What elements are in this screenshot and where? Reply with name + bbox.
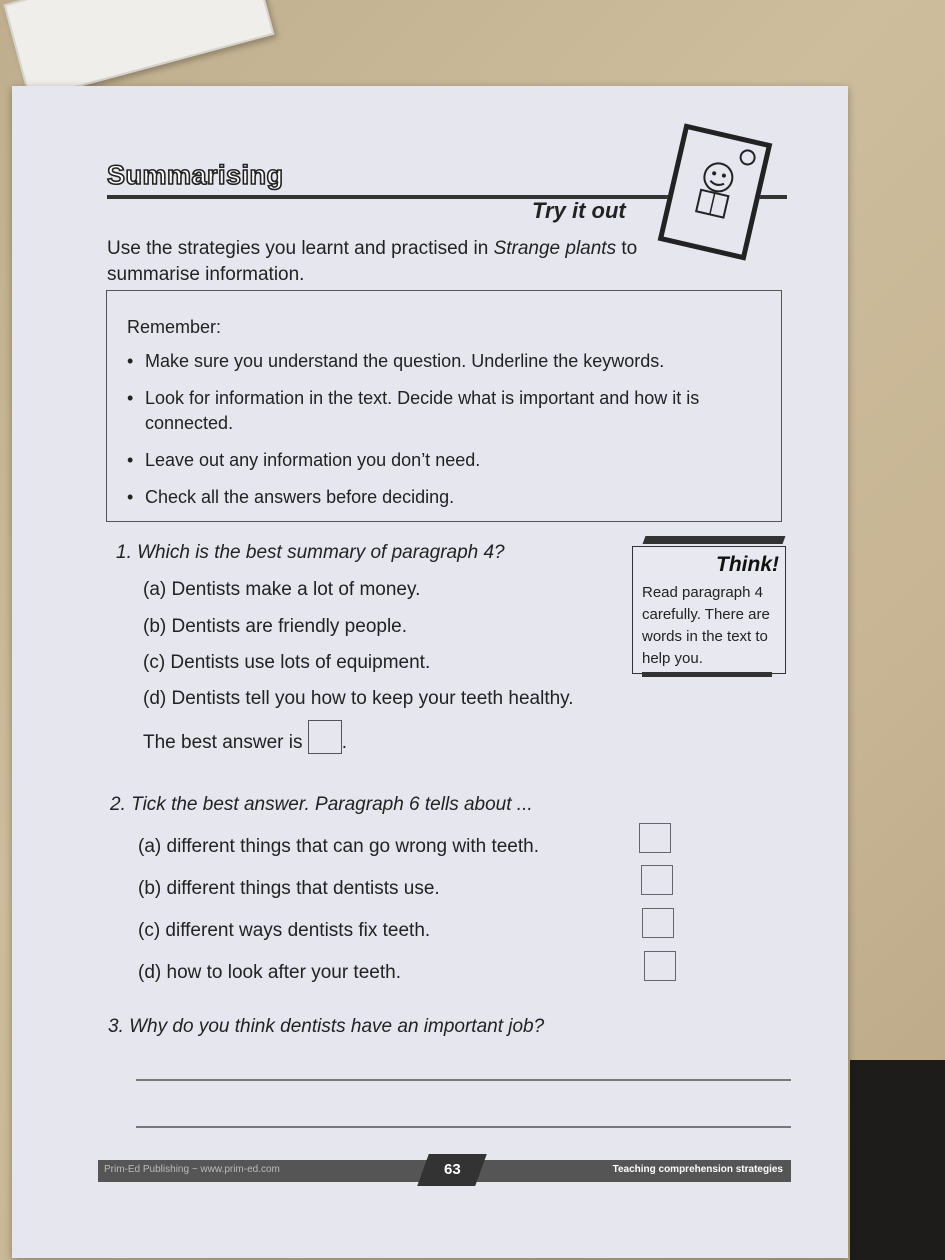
remember-box xyxy=(106,290,782,522)
q2-option-c: (c) different ways dentists fix teeth. xyxy=(138,920,431,941)
section-subtitle: Try it out xyxy=(532,198,626,223)
q1-answer-label: The best answer is xyxy=(143,732,308,753)
remember-item: • Check all the answers before deciding. xyxy=(125,485,765,510)
question-2: 2. Tick the best answer. Paragraph 6 tells about ... xyxy=(110,794,533,815)
footer-page-number-tab xyxy=(417,1154,487,1186)
intro-text-end: to summarise information. xyxy=(107,238,638,285)
background-dark-corner xyxy=(850,1060,945,1260)
q1-answer-box[interactable] xyxy=(308,720,342,754)
footer-publisher: Prim-Ed Publishing ~ www.prim-ed.com xyxy=(104,1164,280,1175)
remember-item: • Leave out any information you don’t need. xyxy=(125,448,765,473)
think-box-tab xyxy=(643,536,786,544)
page-title: Summarising xyxy=(107,160,284,190)
question-3: 3. Why do you think dentists have an important job? xyxy=(108,1016,545,1037)
q2-tick-box-d[interactable] xyxy=(644,951,676,981)
intro-book-title: Strange plants xyxy=(493,238,617,259)
think-text: Read paragraph 4 carefully. There are words in the text to help you. xyxy=(642,584,770,667)
q1-option-c: (c) Dentists use lots of equipment. xyxy=(143,652,431,673)
remember-list xyxy=(125,349,765,522)
worksheet-page xyxy=(12,86,848,1258)
q1-option-b: (b) Dentists are friendly people. xyxy=(143,616,408,637)
q3-answer-line-1[interactable] xyxy=(136,1079,791,1081)
intro-text: Use the strategies you learnt and practised in xyxy=(107,238,494,259)
character-frame-illustration xyxy=(658,123,773,260)
q2-option-d: (d) how to look after your teeth. xyxy=(138,962,401,983)
think-box-shadow xyxy=(642,672,772,677)
reading-character-icon xyxy=(664,129,767,254)
q2-tick-box-c[interactable] xyxy=(642,908,674,938)
q2-option-b: (b) different things that dentists use. xyxy=(138,878,440,899)
q1-answer-line xyxy=(143,720,347,754)
remember-item: • Look for information in the text. Decide what is important and how it is connected. xyxy=(125,386,765,436)
q2-tick-box-a[interactable] xyxy=(639,823,671,853)
page-footer xyxy=(98,1160,791,1182)
q3-answer-line-2[interactable] xyxy=(136,1126,791,1128)
q1-option-d: (d) Dentists tell you how to keep your teeth healthy. xyxy=(143,688,574,709)
q1-option-a: (a) Dentists make a lot of money. xyxy=(143,579,421,600)
think-box xyxy=(632,546,786,674)
q2-tick-box-b[interactable] xyxy=(641,865,673,895)
q2-option-a: (a) different things that can go wrong with teeth. xyxy=(138,836,539,857)
question-1: 1. Which is the best summary of paragraph 4? xyxy=(116,542,505,563)
remember-item: • Make sure you understand the question. Underline the keywords. xyxy=(125,349,765,374)
q1-answer-suffix: . xyxy=(341,732,348,753)
intro-paragraph xyxy=(107,236,647,288)
think-title: Think! xyxy=(716,553,779,576)
footer-page-number: 63 xyxy=(443,1161,461,1178)
footer-book-title: Teaching comprehension strategies xyxy=(612,1164,783,1175)
remember-title: Remember: xyxy=(127,317,222,337)
